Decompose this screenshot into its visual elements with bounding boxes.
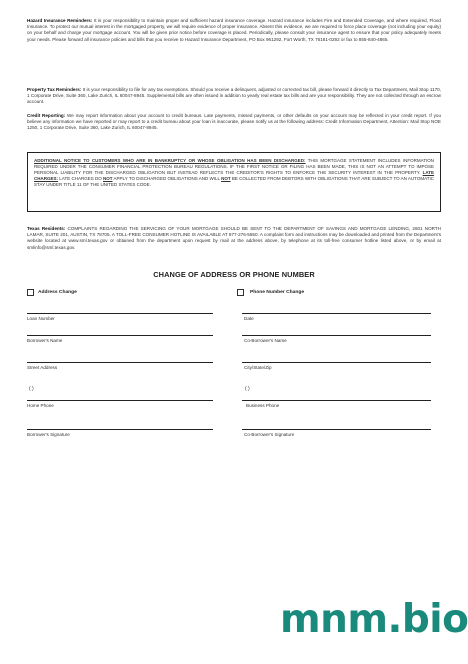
city-state-zip-field[interactable]	[242, 362, 431, 363]
bankruptcy-notice-box	[27, 152, 441, 212]
texas-residents-paragraph	[27, 226, 441, 251]
loan-number-label: Loan Number	[27, 316, 55, 321]
city-state-zip-label: City/State/Zip	[244, 365, 272, 370]
date-field[interactable]	[242, 313, 431, 314]
notice-text-part1: THIS MORTGAGE STATEMENT INCLUDES INFORMATION REQUIRED UNDER THE CONSUMER FINANCIAL PROTECTION BUREAU REGULATIONS. IF THE FIRST NOTICE OR FILING HAS BEEN MADE, THIS IS NOT AN ATTEMPT TO IMPOSE PERSONAL LIABILITY FOR THE DISCHARGED OBLIGATION BUT INSTEAD REFLECTS THE CREDITOR'S RIGHTS TO ENFORCE THE SECURITY INTEREST IN THE PROPERTY.	[34, 158, 434, 176]
property-tax-text: It is your responsibility to file for any tax exemptions. Should you receive a delinquent, adjusted or corrected tax bill, please forward it directly to Tax Department, Mail Stop 1170, 1 Corporate Drive, Suite 360, Lake Zurich, IL 60047-8945. Supplemental bills are often issued in addition to yearly real estate tax bills and are your responsibility. They are not collected through an escrow account.	[27, 87, 442, 105]
address-change-label: Address Change	[38, 290, 77, 295]
watermark-logo: mnm.bio	[280, 597, 468, 642]
loan-number-field[interactable]	[27, 313, 213, 314]
hazard-insurance-paragraph	[27, 18, 441, 43]
credit-reporting-paragraph	[27, 113, 441, 132]
address-change-checkbox[interactable]	[27, 289, 34, 296]
borrower-name-field[interactable]	[27, 335, 213, 336]
borrower-signature-field[interactable]	[27, 429, 213, 430]
business-phone-label: Business Phone	[246, 403, 280, 408]
texas-residents-heading: Texas Residents:	[27, 226, 66, 231]
credit-reporting-heading: Credit Reporting:	[27, 113, 66, 118]
late-charges-heading: LATE CHARGES:	[34, 170, 434, 182]
coborrower-signature-field[interactable]	[242, 429, 431, 430]
notice-text-part3: APPLY TO DISCHARGED OBLIGATIONS AND WILL	[112, 176, 222, 182]
borrower-signature-label: Borrower's Signature	[27, 432, 70, 437]
borrower-name-label: Borrower's Name	[27, 338, 63, 343]
notice-text-part4: BE COLLECTED FROM DEBTORS WITH OBLIGATIONS THAT ARE SUBJECT TO AN AUTOMATIC STAY UNDER TITLE 11 OF THE UNITED STATES CODE.	[34, 176, 435, 188]
phone-change-label: Phone Number Change	[250, 290, 305, 295]
form-title: CHANGE OF ADDRESS OR PHONE NUMBER	[153, 270, 315, 279]
home-phone-area-code: ( )	[29, 386, 34, 392]
coborrower-signature-label: Co-Borrower's Signature	[244, 432, 295, 437]
property-tax-heading: Property Tax Reminders:	[27, 87, 82, 92]
business-phone-field[interactable]	[242, 400, 431, 401]
coborrower-name-field[interactable]	[242, 335, 431, 336]
street-address-label: Street Address	[27, 365, 58, 370]
texas-residents-text: COMPLAINTS REGARDING THE SERVICING OF YOUR MORTGAGE SHOULD BE SENT TO THE DEPARTMENT OF SAVINGS AND MORTGAGE LENDING, 2601 NORTH LAMAR, SUITE 201, AUSTIN, TX 78705. A TOLL-FREE CONSUMER HOTLINE IS AVAILABLE AT 877-276-5550. A complaint form and instructions may be downloaded and printed from the Department's website located at www.sml.texas.gov or obtained from the department upon request by mail at the address above, by telephone at its toll-free consumer hotline listed above, or by email at smlinfo@sml.texas.gov.	[27, 226, 441, 250]
credit-reporting-text: We may report information about your account to credit bureaus. Late payments, missed payments, or other defaults on your account may be reflected in your credit report. If you believe any information we have reported or may report to a credit bureau about your loan is inaccurate, please notify us at the following address: Credit Information Department, Attention: Mail Stop NOE 1250, 1 Corporate Drive, Suite 360, Lake Zurich, IL 60047-8945.	[27, 113, 441, 131]
date-label: Date	[244, 316, 254, 321]
bankruptcy-notice-heading: ADDITIONAL NOTICE TO CUSTOMERS WHO ARE IN BANKRUPTCY OR WHOSE OBLIGATION HAS BEEN DISCHARGED:	[34, 158, 306, 163]
coborrower-name-label: Co-Borrower's Name	[244, 338, 287, 343]
notice-text-part2: LATE CHARGES DO	[58, 176, 104, 182]
home-phone-field[interactable]	[27, 400, 213, 401]
bankruptcy-notice-text	[34, 158, 434, 188]
phone-change-checkbox[interactable]	[237, 289, 244, 296]
notice-not-2: NOT	[221, 176, 231, 182]
property-tax-paragraph	[27, 87, 441, 106]
hazard-insurance-heading: Hazard Insurance Reminders:	[27, 18, 93, 23]
home-phone-label: Home Phone	[27, 403, 54, 408]
street-address-field[interactable]	[27, 362, 213, 363]
hazard-insurance-text: It is your responsibility to maintain proper and sufficient hazard insurance coverage. Hazard insurance includes Fire and Extended Coverage, and where required, Flood Insurance. To protect our mutual interest in the mortgaged property, we will require evidence of proper insurance. Absent this evidence, we are required to force place coverage (not including your equity) on your behalf and charge your mortgage account. You will be given prior notice before coverage is placed. Periodically, please consult your insurance agent to ensure that your policy adequately meets your needs. Please forward all insurance policies and bills that you receive to Hazard Insurance Department, PO Box 961292, Fort Worth, TX 76161-0292 or fax to 855-840-4865.	[27, 18, 441, 42]
notice-not-1: NOT	[103, 176, 113, 182]
business-phone-area-code: ( )	[245, 386, 250, 392]
